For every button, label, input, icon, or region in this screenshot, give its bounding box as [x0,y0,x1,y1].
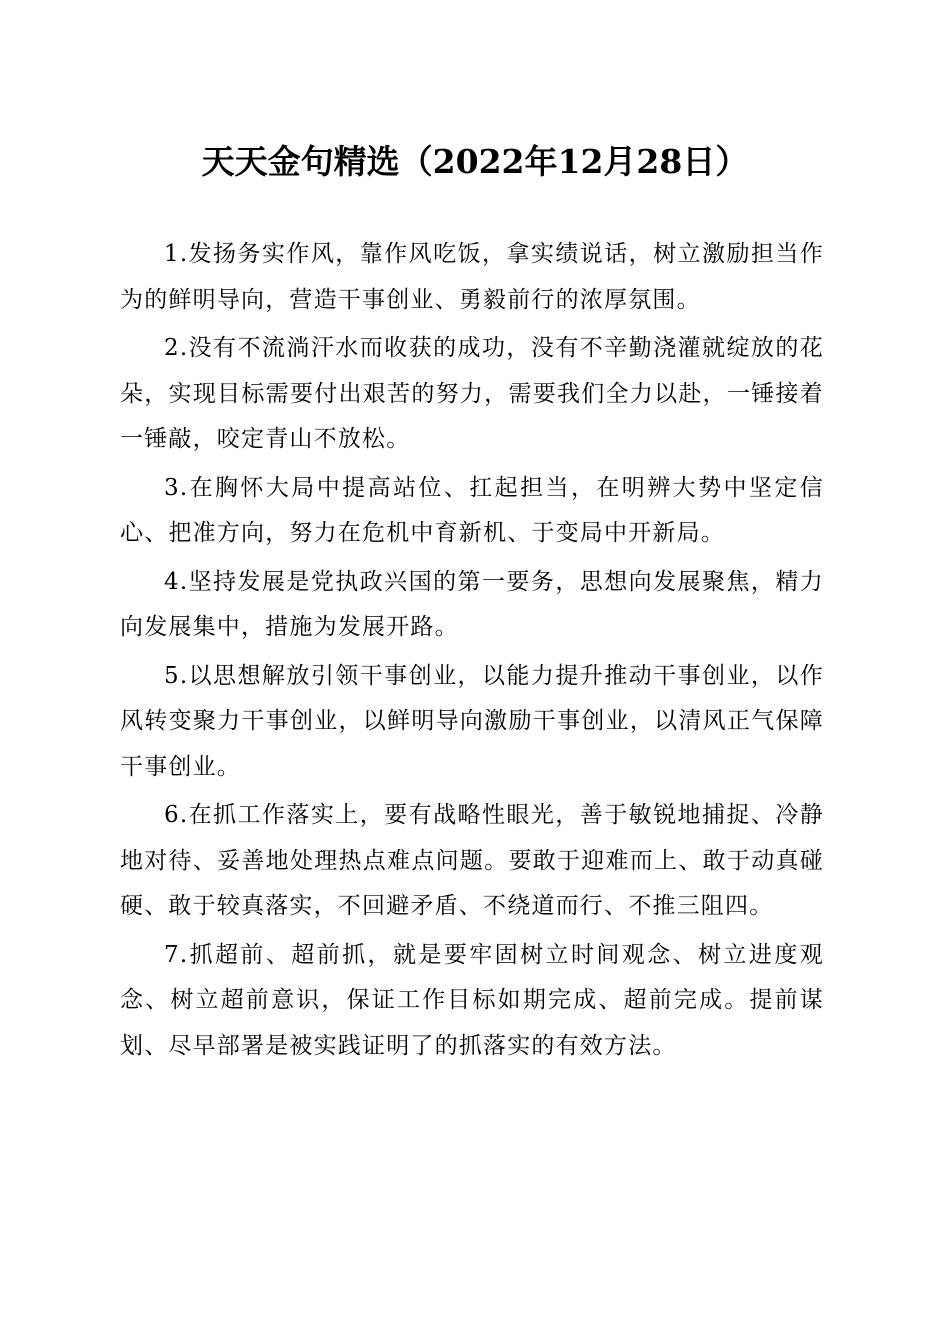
quote-paragraph-6: 6.在抓工作落实上，要有战略性眼光，善于敏锐地捕捉、冷静地对待、妥善地处理热点难点问题。要敢于迎难而上、敢于动真碰硬、敢于较真落实，不回避矛盾、不绕道而行、不推三阻四。 [120,802,824,919]
quote-paragraph-5: 5.以思想解放引领干事创业，以能力提升推动干事创业，以作风转变聚力干事创业，以鲜明导向激励干事创业，以清风正气保障干事创业。 [120,662,824,780]
page-title: 天天金句精选（2022年12月28日） [201,142,749,181]
quote-paragraph-7: 7.抓超前、超前抓，就是要牢固树立时间观念、树立进度观念、树立超前意识，保证工作目标如期完成、超前完成。提前谋划、尽早部署是被实践证明了的抓落实的有效方法。 [120,941,824,1059]
quote-paragraph-4: 4.坚持发展是党执政兴国的第一要务，思想向发展聚焦，精力向发展集中，措施为发展开路。 [120,568,824,640]
document-body [120,232,824,1072]
quote-paragraph-2: 2.没有不流淌汗水而收获的成功，没有不辛勤浇灌就绽放的花朵，实现目标需要付出艰苦的努力，需要我们全力以赴，一锤接着一锤敲，咬定青山不放松。 [120,335,824,452]
quote-paragraph-3: 3.在胸怀大局中提高站位、扛起担当，在明辨大势中坚定信心、把准方向，努力在危机中育新机、于变局中开新局。 [120,474,824,546]
quote-paragraph-1: 1.发扬务实作风，靠作风吃饭，拿实绩说话，树立激励担当作为的鲜明导向，营造干事创业、勇毅前行的浓厚氛围。 [120,241,824,313]
